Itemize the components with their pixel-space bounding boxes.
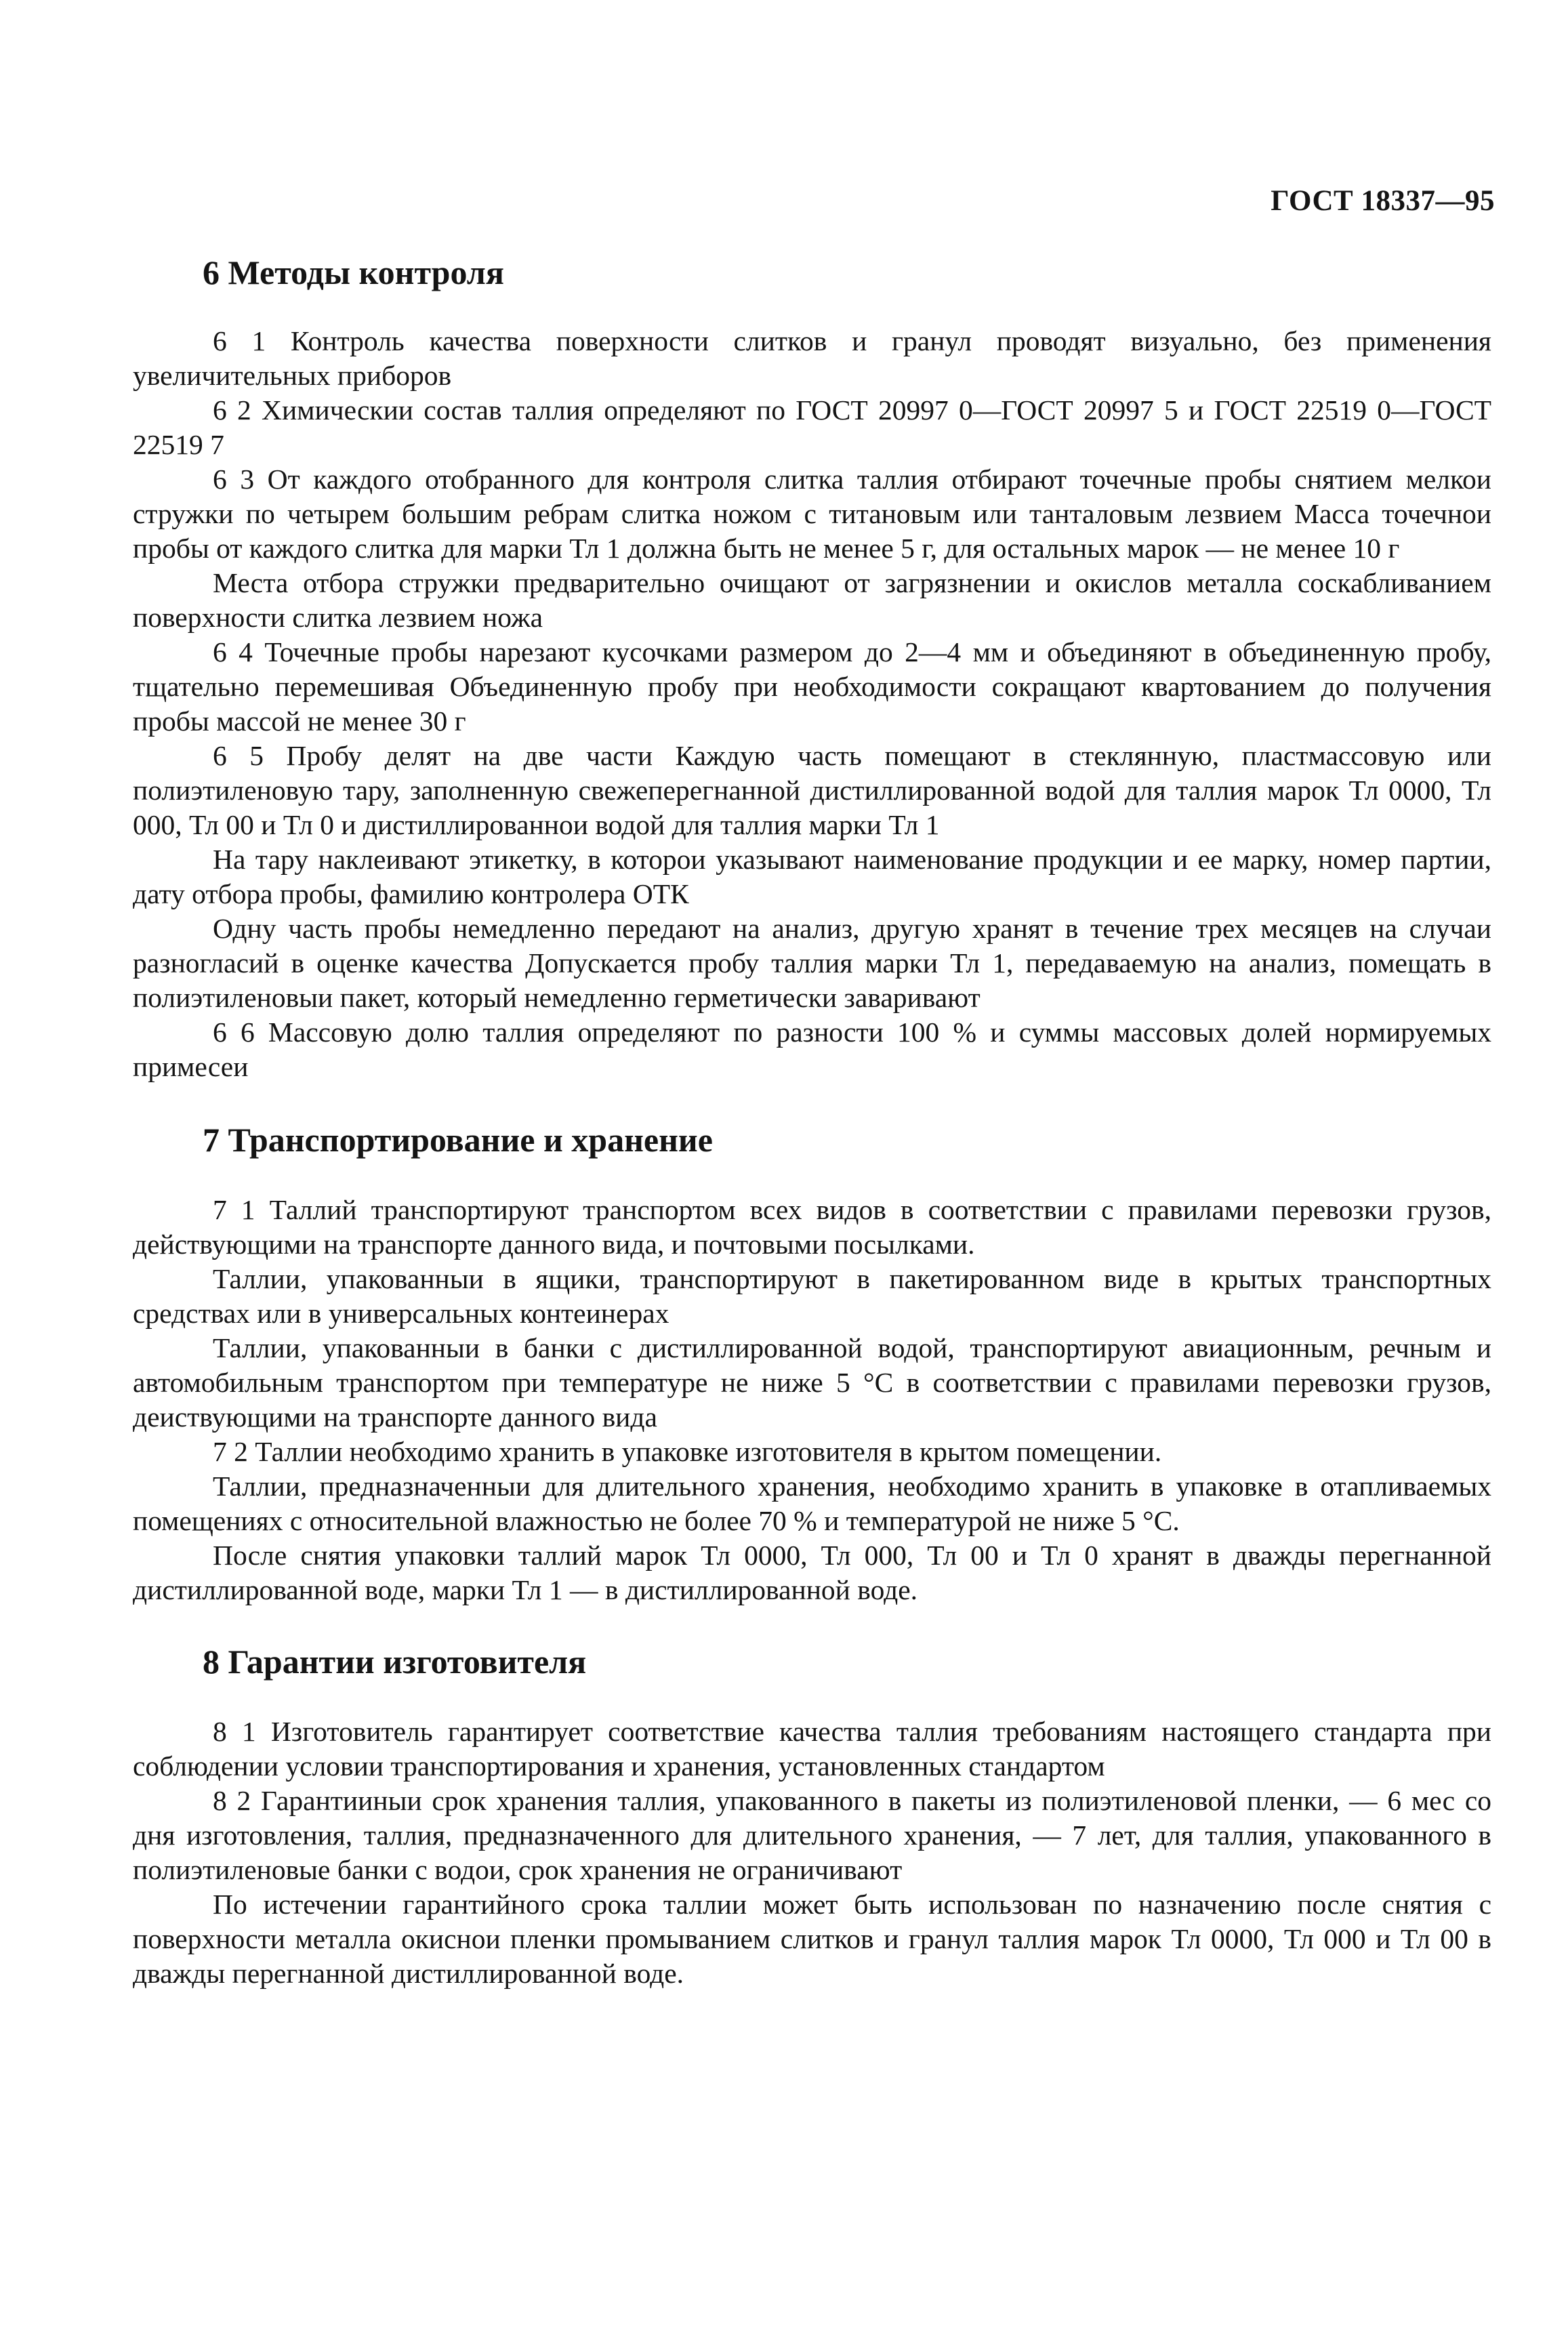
paragraph-6-3: 6 3 От каждого отобранного для контроля слитка таллия отбирают точечные пробы снятием мелкои стружки по четырем большим ребрам слитка ножом с титановым или танталовым лезвием Масса точечнои пробы от каждого слитка для марки Тл 1 должна быть не менее 5 г, для остальных марок — не менее 10 г: [133, 464, 1491, 564]
paragraph-7-2: 7 2 Таллии необходимо хранить в упаковке изготовителя в крытом помещении.: [213, 1436, 1162, 1467]
paragraph-7-2-after-unpack: После снятия упаковки таллий марок Тл 0000, Тл 000, Тл 00 и Тл 0 хранят в дважды перегнанной дистиллированной воде, марки Тл 1 — в дистиллированной воде.: [133, 1540, 1491, 1605]
paragraph-6-5-label: На тару наклеивают этикетку, в которои указывают наименование продукции и ее марку, номер партии, дату отбора пробы, фамилию контролера ОТК: [133, 844, 1491, 909]
paragraph-6-5-storage: Одну часть пробы немедленно передают на анализ, другую хранят в течение трех месяцев на случаи разногласий в оценке качества Допускается пробу таллия марки Тл 1, передаваемую на анализ, помещать в полиэтиленовыи пакет, который немедленно герметически заваривают: [133, 913, 1491, 1013]
paragraph-7-1-boxes: Таллии, упакованныи в ящики, транспортируют в пакетированном виде в крытых транспортных средствах или в универсальных контеинерах: [133, 1263, 1491, 1329]
paragraph-6-6: 6 6 Массовую долю таллия определяют по разности 100 % и суммы массовых долей нормируемых примесеи: [133, 1016, 1491, 1082]
paragraph-6-1: 6 1 Контроль качества поверхности слитков и гранул проводят визуально, без применения увеличительных приборов: [133, 325, 1491, 391]
paragraph-8-2-expiry: По истечении гарантийного срока таллии может быть использован по назначению после снятия с поверхности металла окиснои пленки промыванием слитков и гранул таллия марок Тл 0000, Тл 000 и Тл 00 в дважды перегнанной дистиллированной воде.: [133, 1889, 1491, 1989]
paragraph-6-4: 6 4 Точечные пробы нарезают кусочками размером до 2—4 мм и объединяют в объединенную пробу, тщательно перемешивая Объединенную пробу при необходимости сокращают квартованием до получения пробы массой не менее 30 г: [133, 636, 1491, 737]
paragraph-7-1: 7 1 Таллий транспортируют транспортом всех видов в соответствии с правилами перевозки грузов, действующими на транспорте данного вида, и почтовыми посылками.: [133, 1194, 1491, 1260]
paragraph-6-5: 6 5 Пробу делят на две части Каждую часть помещают в стеклянную, пластмассовую или полиэтиленовую тару, заполненную свежеперегнанной дистиллированной водой для таллия марок Тл 0000, Тл 000, Тл 00 и Тл 0 и дистиллированнои водой для таллия марки Тл 1: [133, 740, 1491, 840]
section-heading-8: 8 Гарантии изготовителя: [203, 1643, 587, 1681]
document-code: ГОСТ 18337—95: [1271, 185, 1495, 217]
paragraph-6-3-cont: Места отбора стружки предварительно очищают от загрязнении и окислов металла соскабливанием поверхности слитка лезвием ножа: [133, 567, 1491, 633]
section-heading-7: 7 Транспортирование и хранение: [203, 1121, 713, 1159]
paragraph-8-1: 8 1 Изготовитель гарантирует соответствие качества таллия требованиям настоящего стандарта при соблюдении условии транспортирования и хранения, установленных стандартом: [133, 1716, 1491, 1782]
paragraph-8-2: 8 2 Гарантииныи срок хранения таллия, упакованного в пакеты из полиэтиленовой пленки, — 6 мес со дня изготовления, таллия, предназначенного для длительного хранения, — 7 лет, для таллия, упакованного в полиэтиленовые банки с водои, срок хранения не ограничивают: [133, 1785, 1491, 1885]
section-heading-6: 6 Методы контроля: [203, 253, 504, 291]
paragraph-7-2-long-term: Таллии, предназначенныи для длительного хранения, необходимо хранить в упаковке в отапливаемых помещениях с относительной влажностью не более 70 % и температурой не ниже 5 °С.: [133, 1471, 1491, 1536]
paragraph-6-2: 6 2 Химическии состав таллия определяют по ГОСТ 20997 0—ГОСТ 20997 5 и ГОСТ 22519 0—ГОСТ 22519 7: [133, 394, 1491, 460]
document-body: [133, 252, 1491, 1991]
paragraph-7-1-cans: Таллии, упакованныи в банки с дистиллированной водой, транспортируют авиационным, речным и автомобильным транспортом при температуре не ниже 5 °С в соответствии с правилами перевозки грузов, деиствующими на транспорте данного вида: [133, 1332, 1491, 1433]
